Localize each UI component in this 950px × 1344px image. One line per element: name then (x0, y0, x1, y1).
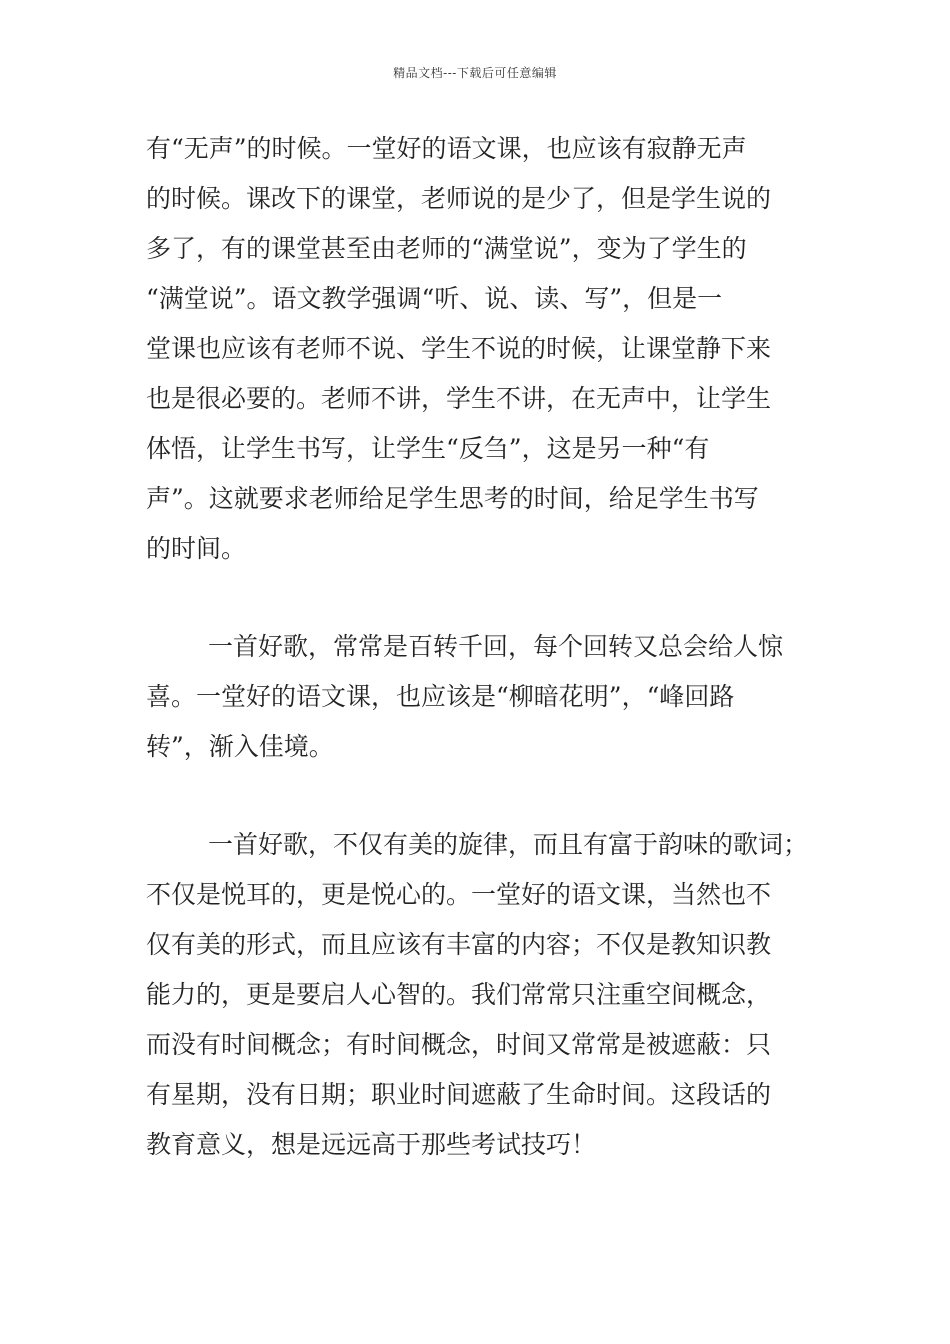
paragraph-line: 堂课也应该有老师不说、学生不说的时候，让课堂静下来 (146, 334, 772, 363)
paragraph-line: 也是很必要的。老师不讲，学生不讲，在无声中，让学生 (146, 384, 772, 413)
paragraph-line: 多了，有的课堂甚至由老师的“满堂说”，变为了学生的 (146, 234, 747, 263)
paragraph-1 (146, 124, 814, 574)
paragraph-line: 有星期，没有日期；职业时间遮蔽了生命时间。这段话的 (146, 1080, 772, 1109)
paragraph-2 (146, 622, 814, 772)
paragraph-line: “满堂说”。语文教学强调“听、说、读、写”，但是一 (146, 284, 723, 313)
paragraph-line: 一首好歌，常常是百转千回，每个回转又总会给人惊 (208, 632, 784, 661)
page-header: 精品文档---下载后可任意编辑 (393, 66, 557, 80)
paragraph-line: 体悟，让学生书写，让学生“反刍”，这是另一种“有 (146, 434, 710, 463)
paragraph-line: 转”，渐入佳境。 (146, 732, 334, 761)
paragraph-line: 教育意义，想是远远高于那些考试技巧！ (146, 1130, 597, 1159)
paragraph-line: 能力的，更是要启人心智的。我们常常只注重空间概念， (146, 980, 772, 1009)
paragraph-line: 喜。一堂好的语文课，也应该是“柳暗花明”，“峰回路 (146, 682, 735, 711)
paragraph-line: 不仅是悦耳的，更是悦心的。一堂好的语文课，当然也不 (146, 880, 772, 909)
paragraph-line: 的时间。 (146, 534, 247, 563)
paragraph-line: 有“无声”的时候。一堂好的语文课，也应该有寂静无声 (146, 134, 747, 163)
paragraph-3 (146, 820, 814, 1170)
paragraph-line: 而没有时间概念；有时间概念，时间又常常是被遮蔽：只 (146, 1030, 772, 1059)
paragraph-line: 仅有美的形式，而且应该有丰富的内容；不仅是教知识教 (146, 930, 772, 959)
paragraph-line: 声”。这就要求老师给足学生思考的时间，给足学生书写 (146, 484, 759, 513)
paragraph-line: 一首好歌，不仅有美的旋律，而且有富于韵味的歌词； (208, 830, 809, 859)
paragraph-line: 的时候。课改下的课堂，老师说的是少了，但是学生说的 (146, 184, 772, 213)
